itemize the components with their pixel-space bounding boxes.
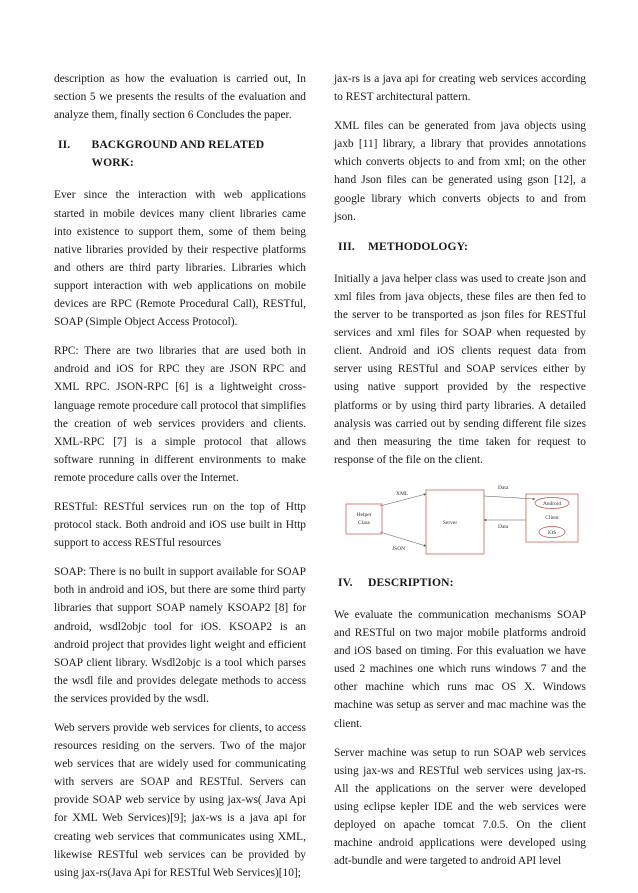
section-title: BACKGROUND AND RELATED WORK: xyxy=(91,138,265,170)
ios-label: iOS xyxy=(547,529,557,536)
paragraph-description: We evaluate the communication mechanisms SOAP and RESTful on two major mobile platforms android and iOS based on timing. For this evaluation we have used 2 machines one which runs windows 7 and the other machine which runs mac OS X. Windows machine was setup as server and mac machine was the client. xyxy=(334,608,586,730)
helper-class-box xyxy=(346,504,382,534)
server-label: Server xyxy=(442,519,458,526)
section-title: DESCRIPTION: xyxy=(368,575,454,589)
section-heading-description xyxy=(334,574,586,592)
paragraph-rpc: RPC: There are two libraries that are used both in android and iOS for RPC they are JSON RPC and XML RPC. JSON-RPC [6] is a lightweight cross-language remote procedure call protocol that simplifies the creation of web services providers and clients. XML-RPC [7] is a simple protocol that allows software running in different environments to make remote procedure calls over the Internet. xyxy=(54,345,306,484)
helper-class-label-2: Class xyxy=(358,519,370,526)
android-label: Android xyxy=(542,500,562,507)
paragraph-soap: SOAP: There is no built in support available for SOAP both in android and iOS, but there are some third party libraries that support SOAP namely KSOAP2 [8] for android, wsdl2objc tool for iOS. KSOAP2 is an android project that provides light weight and efficient SOAP client library. Wsdl2objc is a tool which parses the wsdl file and provides delegate methods to access the services provided by the wsdl. xyxy=(54,566,306,705)
paragraph-restful: RESTful: RESTful services run on the top of Http protocol stack. Both android and iOS use built in Http support to access RESTful resources xyxy=(54,500,306,550)
right-column xyxy=(334,70,586,881)
section-number: II. xyxy=(58,138,71,152)
json-label: JSON xyxy=(392,545,406,552)
section-number: III. xyxy=(338,239,355,253)
paragraph-web-servers: Web servers provide web services for clients, to access resources residing on the servers. Two of the major web services that are widely used for communicating with servers are SOAP and RESTful. Servers can provide SOAP web service by using jax-ws( Java Api for XML Web Services)[9]; jax-ws is a java api for creating web services that communicates using XML, likewise RESTful web services can be provided by using jax-rs(Java Api for RESTful Web Services)[10]; xyxy=(54,722,306,879)
section-number: IV. xyxy=(338,575,353,589)
paragraph-methodology: Initially a java helper class was used to create json and xml files from java objects, these files are then fed to the server to be transported as json files for RESTful services and xml files for SOAP when requested by client. Android and iOS clients request data from server using RESTful and SOAP services either by using native support provided by the respective platforms or by using third party libraries. A detailed analysis was carried out by sending different file sizes and then measuring the time taken for request to response of the file on the client. xyxy=(334,272,586,466)
architecture-diagram xyxy=(334,480,586,560)
data-label-bottom: Data xyxy=(498,523,509,530)
paragraph-xml-files: XML files can be generated from java objects using jaxb [11] library, a library that provides annotations which converts objects to and from xml; on the other hand Json files can be generated using gson [12], a google library which converts objects to and from json. xyxy=(334,120,586,223)
client-label: Client xyxy=(545,514,559,521)
section-heading-background xyxy=(54,136,306,172)
left-column xyxy=(54,70,306,893)
paragraph-server-setup: Server machine was setup to run SOAP web services using jax-ws and RESTful web services using jax-rs. All the applications on the server were developed using eclipse kepler IDE and the web services were deployed on apache tomcat 7.0.5. On the client machine android applications were developed using adt-bundle and were targeted to android API level xyxy=(334,746,586,868)
paragraph-jax-rs: jax-rs is a java api for creating web services according to REST architectural pattern. xyxy=(334,73,586,104)
helper-class-label-1: Helper xyxy=(356,511,372,518)
paragraph-background: Ever since the interaction with web applications started in mobile devices many client libraries came into existence to support them, some of them being native libraries provided by their respective platforms and others are third party libraries. Libraries which support interaction with web applications on mobile devices are RPC (Remote Procedural Call), RESTful, SOAP (Simple Object Access Protocol). xyxy=(54,189,306,329)
xml-label: XML xyxy=(396,490,409,497)
section-heading-methodology xyxy=(334,238,586,256)
paragraph-intro-end: description as how the evaluation is carried out, In section 5 we presents the results of the evaluation and analyze them, finally section 6 Concludes the paper. xyxy=(54,73,306,122)
section-title: METHODOLOGY: xyxy=(368,239,468,253)
data-label-top: Data xyxy=(498,484,509,491)
json-arrow xyxy=(380,532,426,546)
architecture-diagram-svg xyxy=(334,480,586,560)
